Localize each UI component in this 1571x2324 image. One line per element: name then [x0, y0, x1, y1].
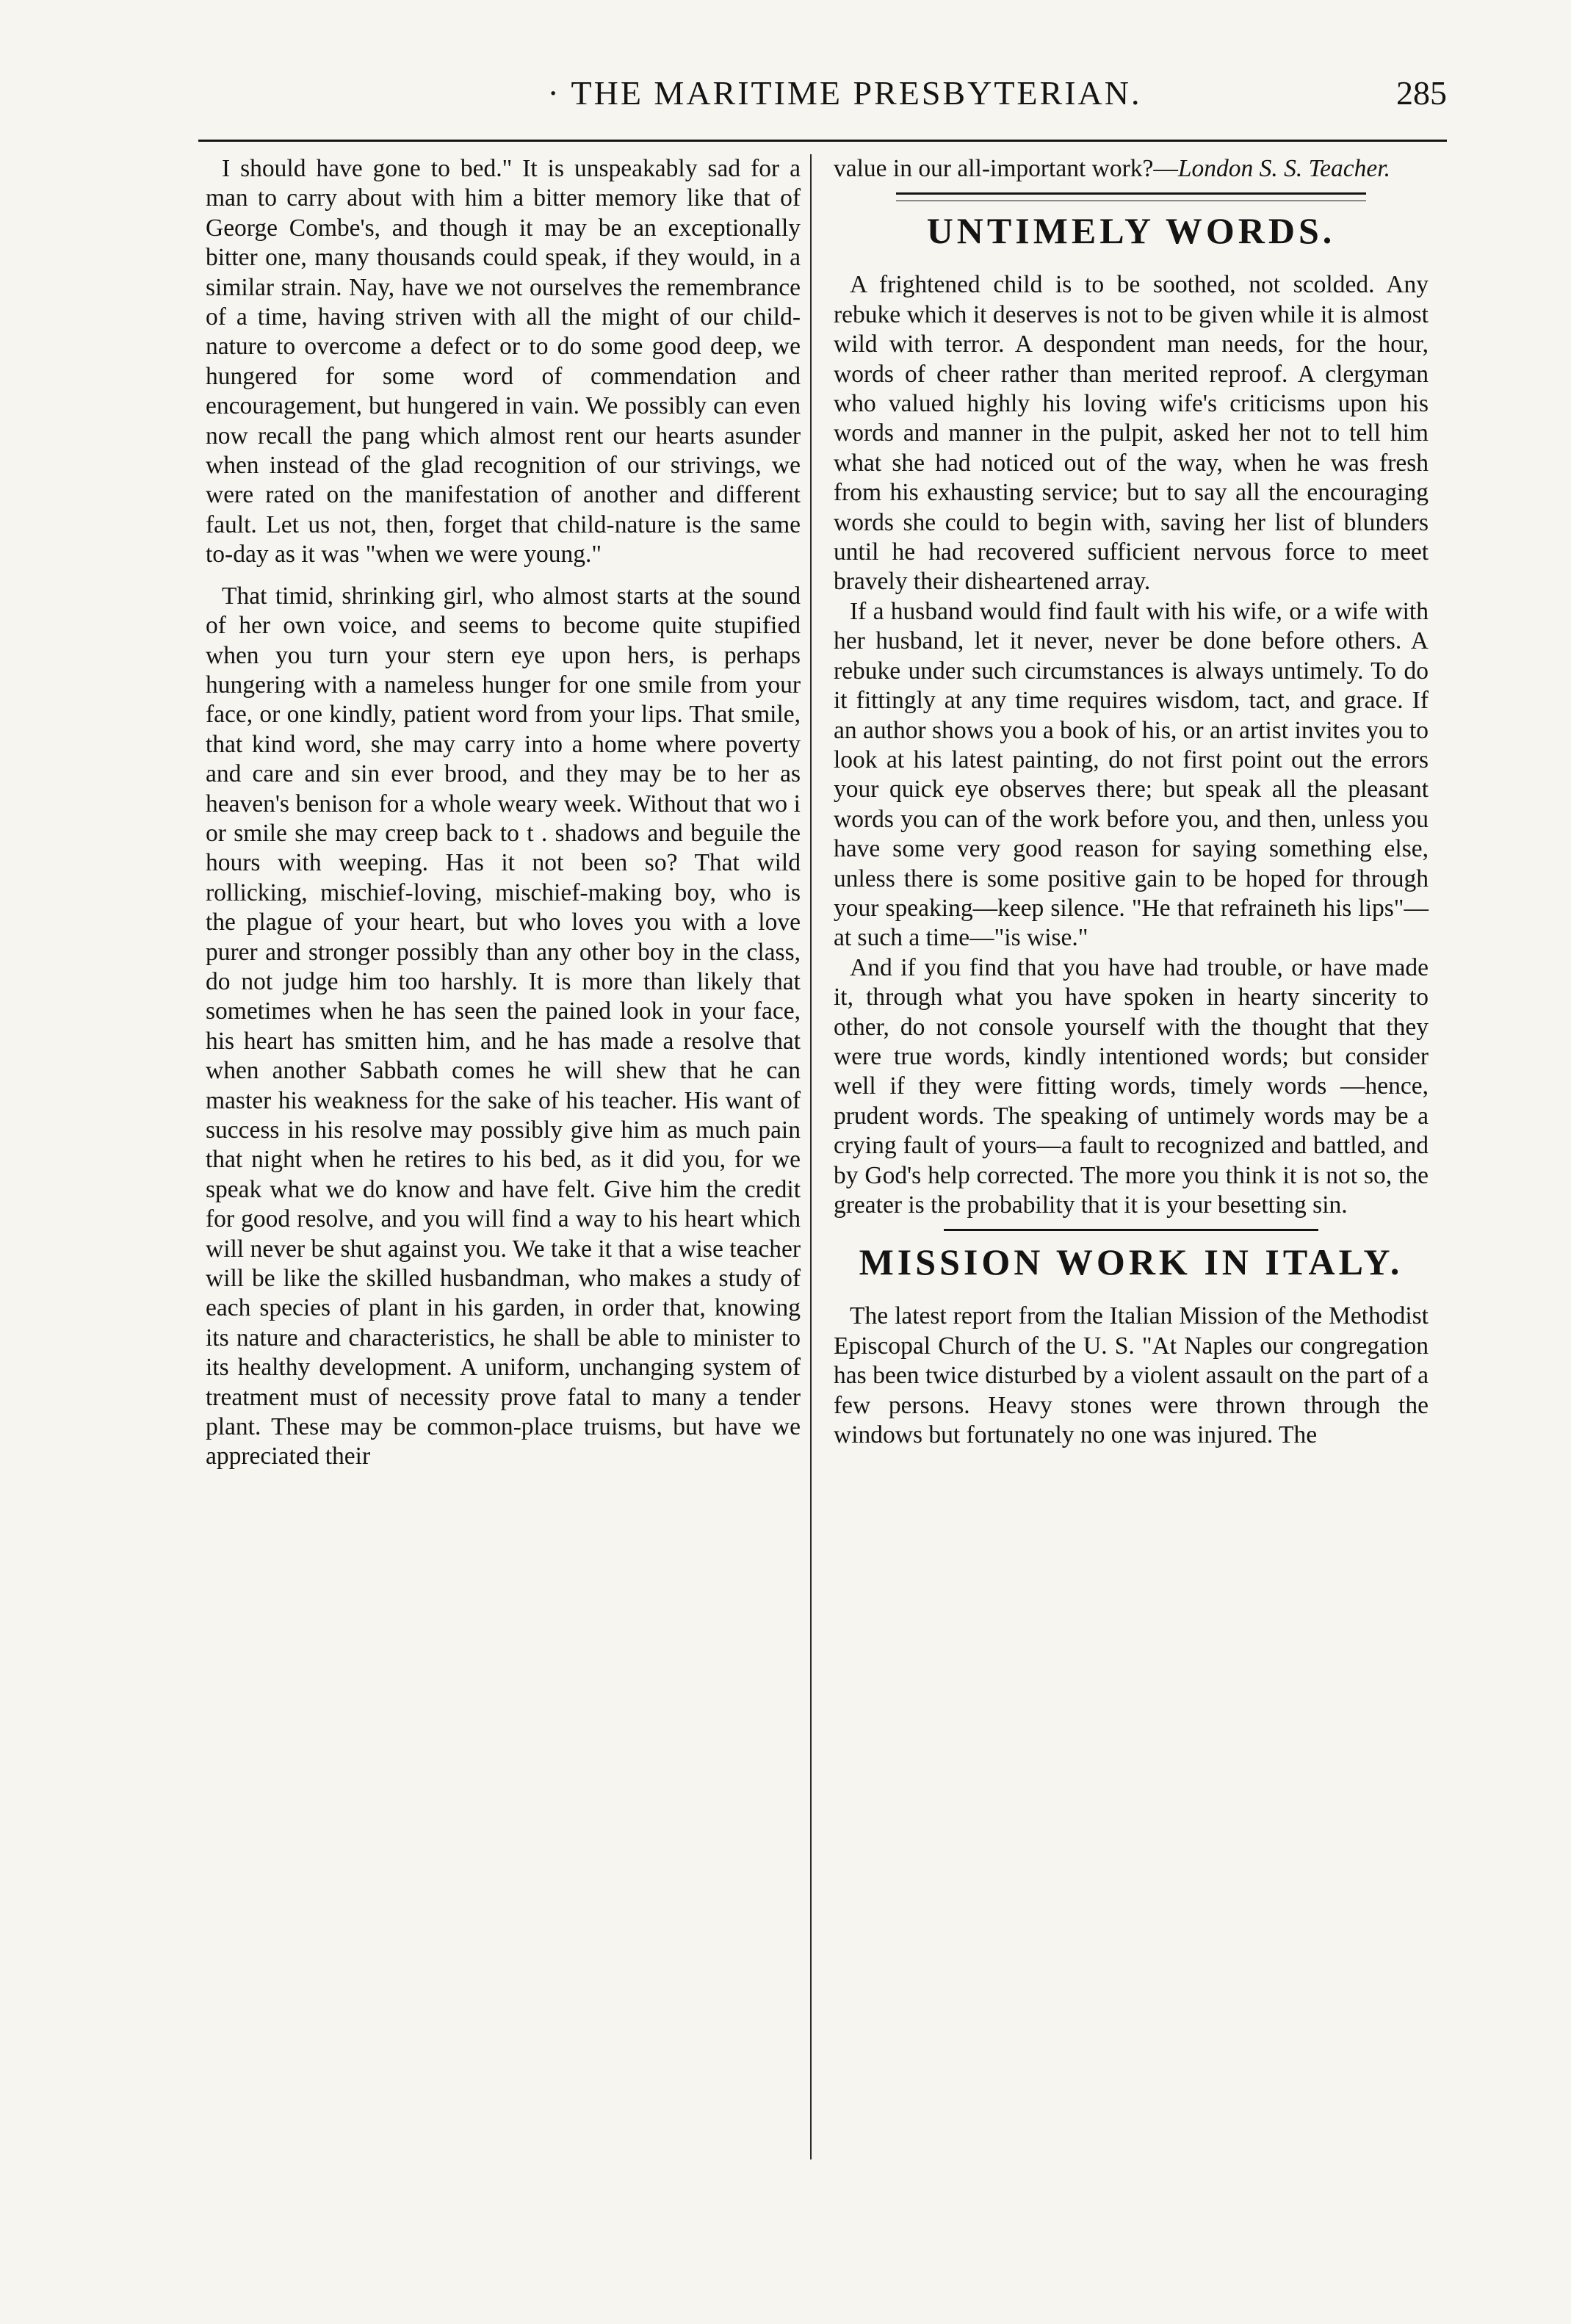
masthead: · THE MARITIME PRESBYTERIAN. — [547, 74, 1142, 112]
article-paragraph: The latest report from the Italian Mission of the Methodist Episcopal Church of the U. S. "At Naples our congregation has been twice disturbed by a violent assault on the part of a few persons. Heavy stones were thrown through the windows but fortunately no one was injured. The — [834, 1302, 1429, 1449]
article-paragraph: That timid, shrinking girl, who almost starts at the sound of her own voice, and seems to become quite stupified when you turn your stern eye upon hers, is perhaps hungering with a nameless hunger for one smile from your face, or one kindly, patient word from your lips. That smile, that kind word, she may carry into a home where poverty and care and sin ever brood, and they may be to her as heaven's benison for a whole weary week. Without that wo i or smile she may creep back to t . shadows and beguile the hours with weeping. Has it not been so? That wild rollicking, mischief-loving, mischief-making boy, who is the plague of your heart, but who loves you with a love purer and stronger possibly than any other boy in the class, do not judge him too harshly. It is more than likely that sometimes when he has seen the pained look in your face, his heart has smitten him, and he has made a resolve that when another Sabbath comes he will shew that he can master his weakness for the sake of his teacher. His want of success in his resolve may possibly give him as much pain that night when he retires to his bed, as it did you, for we speak what we do know and have felt. Give him the credit for good resolve, and you will find a way to his heart which will never be shut against you. We take it that a wise teacher will be like the skilled husbandman, who makes a study of each species of plant in his garden, in order that, knowing its nature and characteristics, he shall be able to minister to its healthy development. A uniform, unchanging system of treatment must of necessity prove fatal to many a tender plant. These may be common-place truisms, but have we appreciated their — [206, 582, 801, 1470]
section-rule — [944, 1229, 1318, 1231]
section-heading-untimely-words: UNTIMELY WORDS. — [926, 210, 1336, 252]
section-rule — [896, 192, 1366, 201]
column-divider — [810, 154, 812, 2159]
right-column — [834, 154, 1429, 1450]
article-paragraph: I should have gone to bed." It is unspeakably sad for a man to carry about with him a bitter memory like that of George Combe's, and though it may be an exceptionally bitter one, many thousands could speak, if they would, in a similar strain. Nay, have we not ourselves the remembrance of a time, having striven with all the might of our child-nature to overcome a defect or to do some good deep, we hungered for some word of commendation and encouragement, but hungered in vain. We possibly can even now recall the pang which almost rent our hearts asunder when instead of the glad recognition of our strivings, we were rated on the manifestation of another and different fault. Let us not, then, forget that child-nature is the same to-day as it was "when we were young." — [206, 155, 801, 569]
continuation-paragraph — [834, 154, 1429, 184]
source-attribution: London S. S. Teacher. — [1177, 155, 1390, 182]
continuation-text: value in our all-important work?— — [834, 155, 1178, 182]
left-column — [206, 154, 801, 1472]
article-paragraph: If a husband would find fault with his wife, or a wife with her husband, let it never, never be done before others. A rebuke under such circumstances is always untimely. To do it fittingly at any time requires wisdom, tact, and grace. If an author shows you a book of his, or an artist invites you to look at his latest painting, do not first point out the errors your quick eye observes there; but speak all the pleasant words you can of the work before you, and then, unless you have some very good reason for saying something else, unless there is some positive gain to be hoped for through your speaking—keep silence. "He that refraineth his lips"—at such a time—"is wise." — [834, 597, 1429, 952]
article-paragraph: And if you find that you have had trouble, or have made it, through what you have spoken in hearty sincerity to other, do not console yourself with the thought that they were true words, kindly intentioned words; but consider well if they were fitting words, timely words —hence, prudent words. The speaking of untimely words may be a crying fault of yours—a fault to recognized and battled, and by God's help corrected. The more you think it is not so, the greater is the probability that it is your besetting sin. — [834, 953, 1429, 1219]
page-number: 285 — [1396, 74, 1447, 112]
header-rule — [198, 140, 1447, 142]
article-paragraph: A frightened child is to be soothed, not scolded. Any rebuke which it deserves is not to be given while it is almost wild with terror. A despondent man needs, for the hour, words of cheer rather than merited reproof. A clergyman who valued highly his loving wife's criticisms upon his words and manner in the pulpit, asked her not to tell him what she had noticed out of the way, when he was fresh from his exhausting service; but to say all the encouraging words she could to begin with, saving her list of blunders until he had recovered sufficient nervous force to meet bravely their disheartened array. — [834, 271, 1429, 596]
section-heading-mission-work: MISSION WORK IN ITALY. — [859, 1241, 1404, 1283]
page-header — [198, 73, 1447, 132]
